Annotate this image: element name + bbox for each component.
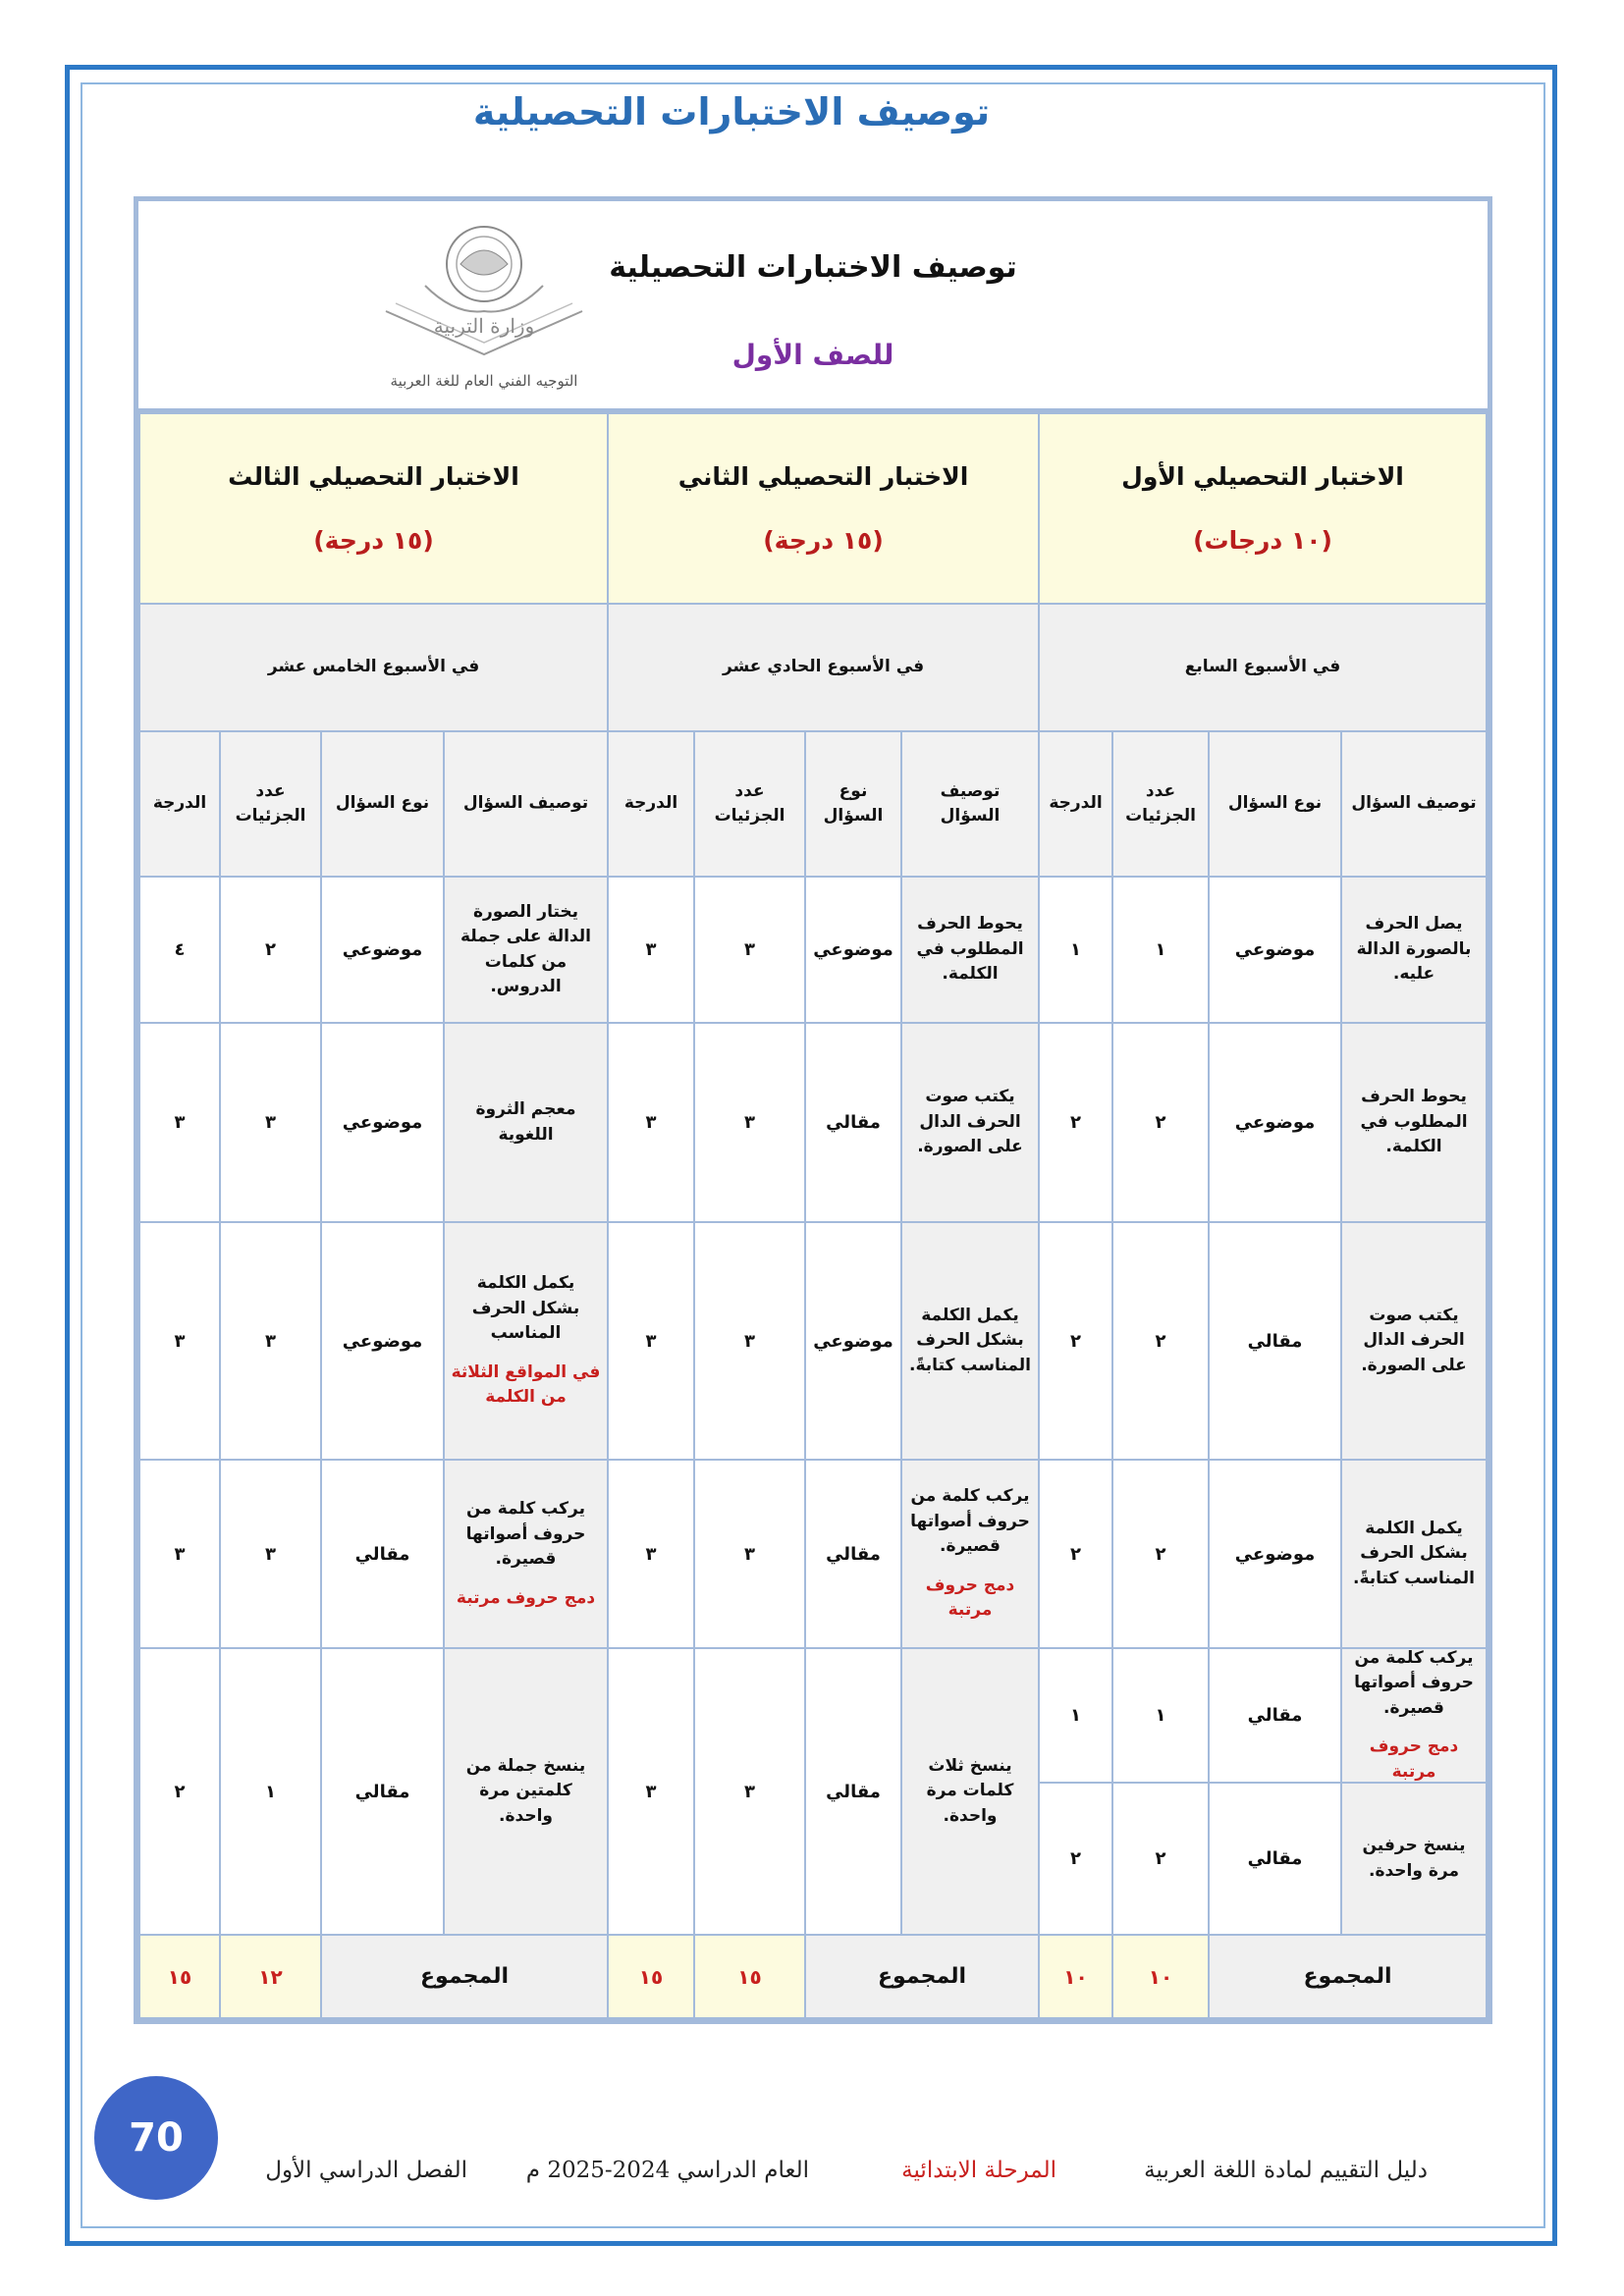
test-3-row-1-desc: يختار الصورة الدالة على جملة من كلمات الدروس.	[443, 876, 609, 1024]
test-2-row-1-type: موضوعي	[804, 876, 902, 1024]
test-1-row-3-grade: ٢	[1038, 1221, 1113, 1461]
col-header-count: عدد الجزئيات	[219, 730, 322, 878]
test-2-total-label: المجموع	[804, 1934, 1040, 2019]
test-1-row-6-type: مقالي	[1208, 1782, 1342, 1936]
test-3-row-3-desc: يكمل الكلمة بشكل الحرف المناسب في المواقع الثلاثة من الكلمة	[443, 1221, 609, 1461]
test-1-row-5-note: دمج حروف مرتبة	[1369, 1736, 1459, 1782]
footer-term: الفصل الدراسي الأول	[265, 2158, 467, 2183]
col-header-desc: توصيف السؤال	[900, 730, 1040, 878]
test-3-row-2-desc: معجم الثروة اللغوية	[443, 1022, 609, 1223]
test-2-row-5-grade: ٣	[607, 1647, 695, 1936]
col-header-count: عدد الجزئيات	[1111, 730, 1210, 878]
logo-caption: التوجيه الفني العام للغة العربية	[390, 372, 578, 390]
test-2-header	[607, 412, 1040, 605]
test-1-row-6-desc: ينسخ حرفين مرة واحدة.	[1340, 1782, 1488, 1936]
test-2-row-4-grade: ٣	[607, 1459, 695, 1649]
test-3-row-2-count: ٣	[219, 1022, 322, 1223]
test-1-row-3-count: ٢	[1111, 1221, 1210, 1461]
test-3-row-1-grade: ٤	[138, 876, 221, 1024]
test-3-marks: (١٥ درجة)	[313, 526, 434, 555]
test-2-row-2-type: مقالي	[804, 1022, 902, 1223]
col-header-type: نوع السؤال	[320, 730, 445, 878]
test-3-row-4-count: ٣	[219, 1459, 322, 1649]
test-2-row-3-grade: ٣	[607, 1221, 695, 1461]
col-header-desc: توصيف السؤال	[443, 730, 609, 878]
test-1-header	[1038, 412, 1488, 605]
test-1-marks: (١٠ درجات)	[1193, 526, 1332, 555]
test-2-row-1-grade: ٣	[607, 876, 695, 1024]
svg-text:وزارة التربية: وزارة التربية	[433, 314, 535, 338]
test-3-week: في الأسبوع الخامس عشر	[138, 603, 609, 732]
ministry-logo	[366, 217, 602, 403]
test-1-total-label: المجموع	[1208, 1934, 1488, 2019]
test-3-row-2-grade: ٣	[138, 1022, 221, 1223]
col-header-grade: الدرجة	[138, 730, 221, 878]
test-2-row-3-type: موضوعي	[804, 1221, 902, 1461]
test-3-row-5-type: مقالي	[320, 1647, 445, 1936]
page-number-badge: 70	[94, 2076, 218, 2200]
test-1-row-5-count: ١	[1111, 1647, 1210, 1784]
test-1-row-3-desc: يكتب صوت الحرف الدال على الصورة.	[1340, 1221, 1488, 1461]
test-3-row-4-note: دمج حروف مرتبة	[456, 1587, 596, 1608]
test-3-row-3-type: موضوعي	[320, 1221, 445, 1461]
test-1-row-1-type: موضوعي	[1208, 876, 1342, 1024]
test-1-row-2-type: موضوعي	[1208, 1022, 1342, 1223]
test-1-row-5-type: مقالي	[1208, 1647, 1342, 1784]
grade-subtitle: للصف الأول	[731, 339, 894, 371]
test-2-row-2-count: ٣	[693, 1022, 806, 1223]
test-3-row-3-count: ٣	[219, 1221, 322, 1461]
test-2-row-2-desc: يكتب صوت الحرف الدال على الصورة.	[900, 1022, 1040, 1223]
test-1-total-count: ١٠	[1111, 1934, 1210, 2019]
col-header-grade: الدرجة	[1038, 730, 1113, 878]
col-header-type: نوع السؤال	[1208, 730, 1342, 878]
test-1-row-2-count: ٢	[1111, 1022, 1210, 1223]
test-3-row-3-note: في المواقع الثلاثة من الكلمة	[451, 1362, 601, 1408]
test-2-row-4-desc: يركب كلمة من حروف أصواتها قصيرة. دمج حروف مرتبة	[900, 1459, 1040, 1649]
col-header-desc: توصيف السؤال	[1340, 730, 1488, 878]
test-3-row-1-type: موضوعي	[320, 876, 445, 1024]
test-3-total-label: المجموع	[320, 1934, 609, 2019]
test-1-row-1-grade: ١	[1038, 876, 1113, 1024]
test-3-header	[138, 412, 609, 605]
test-1-row-6-count: ٢	[1111, 1782, 1210, 1936]
col-header-grade: الدرجة	[607, 730, 695, 878]
page-title: توصيف الاختبارات التحصيلية	[472, 90, 991, 133]
test-2-row-5-type: مقالي	[804, 1647, 902, 1936]
test-2-row-4-note: دمج حروف مرتبة	[925, 1575, 1015, 1621]
test-3-row-5-count: ١	[219, 1647, 322, 1936]
test-2-row-3-count: ٣	[693, 1221, 806, 1461]
test-1-total-grade: ١٠	[1038, 1934, 1113, 2019]
col-header-count: عدد الجزئيات	[693, 730, 806, 878]
specification-sheet	[134, 196, 1492, 2024]
test-1-row-4-desc: يكمل الكلمة بشكل الحرف المناسب كتابةً.	[1340, 1459, 1488, 1649]
test-3-row-4-type: مقالي	[320, 1459, 445, 1649]
test-3-row-4-desc: يركب كلمة من حروف أصواتها قصيرة. دمج حروف مرتبة	[443, 1459, 609, 1649]
test-3-name: الاختبار التحصيلي الثالث	[228, 461, 519, 491]
test-1-row-1-desc: يصل الحرف بالصورة الدالة عليه.	[1340, 876, 1488, 1024]
test-3-total-grade: ١٥	[138, 1934, 221, 2019]
test-3-row-3-grade: ٣	[138, 1221, 221, 1461]
test-1-name: الاختبار التحصيلي الأول	[1121, 461, 1404, 491]
test-1-row-2-grade: ٢	[1038, 1022, 1113, 1223]
ministry-emblem-icon	[366, 217, 602, 374]
test-1-row-2-desc: يحوط الحرف المطلوب في الكلمة.	[1340, 1022, 1488, 1223]
test-1-row-5-desc: يركب كلمة من حروف أصواتها قصيرة. دمج حروف مرتبة	[1340, 1647, 1488, 1784]
test-3-row-2-type: موضوعي	[320, 1022, 445, 1223]
test-2-row-4-type: مقالي	[804, 1459, 902, 1649]
test-1-row-1-count: ١	[1111, 876, 1210, 1024]
test-1-week: في الأسبوع السابع	[1038, 603, 1488, 732]
test-3-total-count: ١٢	[219, 1934, 322, 2019]
test-2-row-2-grade: ٣	[607, 1022, 695, 1223]
col-header-type: نوع السؤال	[804, 730, 902, 878]
test-2-row-1-count: ٣	[693, 876, 806, 1024]
footer-guide: دليل التقييم لمادة اللغة العربية	[1144, 2158, 1428, 2183]
test-2-row-5-desc: ينسخ ثلاث كلمات مرة واحدة.	[900, 1647, 1040, 1936]
test-2-week: في الأسبوع الحادي عشر	[607, 603, 1040, 732]
footer-stage: المرحلة الابتدائية	[901, 2158, 1056, 2183]
test-2-row-5-count: ٣	[693, 1647, 806, 1936]
test-3-row-4-grade: ٣	[138, 1459, 221, 1649]
sheet-title: توصيف الاختبارات التحصيلية	[609, 250, 1017, 285]
test-2-row-1-desc: يحوط الحرف المطلوب في الكلمة.	[900, 876, 1040, 1024]
test-3-row-1-count: ٢	[219, 876, 322, 1024]
test-1-row-4-grade: ٢	[1038, 1459, 1113, 1649]
test-2-total-count: ١٥	[693, 1934, 806, 2019]
sheet-header	[138, 201, 1488, 412]
test-1-row-4-count: ٢	[1111, 1459, 1210, 1649]
footer-year: العام الدراسي 2024-2025 م	[525, 2158, 809, 2183]
test-1-row-3-type: مقالي	[1208, 1221, 1342, 1461]
test-2-marks: (١٥ درجة)	[763, 526, 884, 555]
test-2-row-4-count: ٣	[693, 1459, 806, 1649]
test-2-row-3-desc: يكمل الكلمة بشكل الحرف المناسب كتابةً.	[900, 1221, 1040, 1461]
test-1-row-5-grade: ١	[1038, 1647, 1113, 1784]
test-1-row-4-type: موضوعي	[1208, 1459, 1342, 1649]
test-3-row-5-desc: ينسخ جملة من كلمتين مرة واحدة.	[443, 1647, 609, 1936]
test-2-total-grade: ١٥	[607, 1934, 695, 2019]
test-3-row-5-grade: ٢	[138, 1647, 221, 1936]
test-1-row-6-grade: ٢	[1038, 1782, 1113, 1936]
test-2-name: الاختبار التحصيلي الثاني	[677, 461, 969, 491]
